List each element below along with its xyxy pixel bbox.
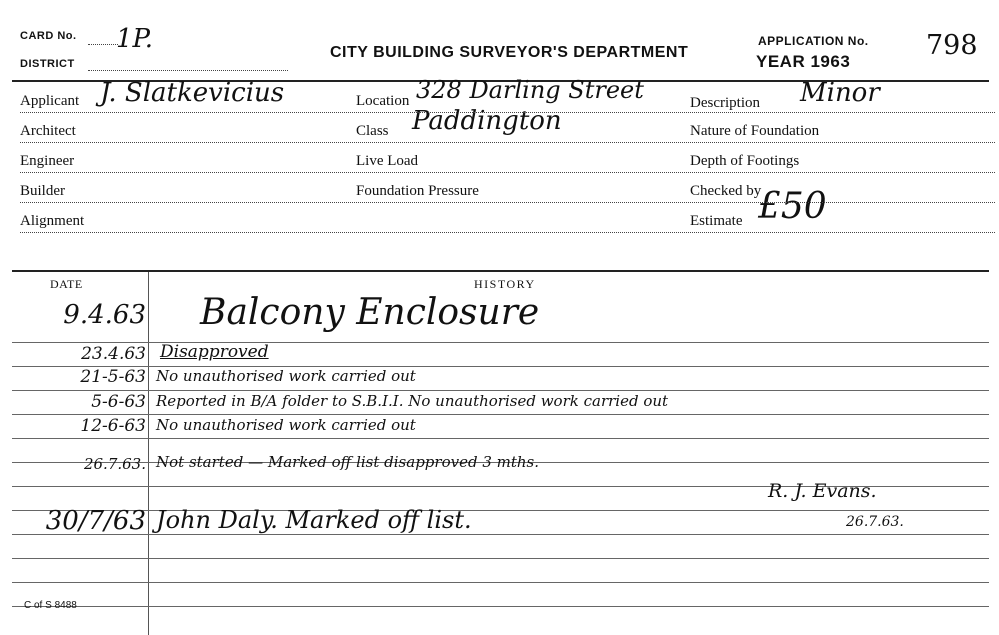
signature-date: 26.7.63.	[846, 514, 904, 530]
application-no-label: APPLICATION No.	[758, 34, 869, 48]
history-date: 21-5-63	[80, 367, 146, 387]
application-no-value: 798	[926, 30, 978, 61]
estimate-label: Estimate	[690, 213, 743, 229]
estimate-value: £50	[758, 186, 827, 227]
applicant-label: Applicant	[20, 93, 80, 109]
history-text: No unauthorised work carried out	[156, 416, 416, 434]
card-no-label: CARD No.	[20, 30, 77, 42]
class-label: Class	[356, 123, 389, 139]
form-code: C of S 8488	[24, 600, 77, 611]
alignment-label: Alignment	[20, 213, 85, 229]
history-date: 26.7.63.	[83, 455, 146, 473]
district-label: DISTRICT	[20, 58, 75, 70]
year-label: YEAR 1963	[756, 52, 851, 71]
foundation-pressure-label: Foundation Pressure	[356, 183, 479, 199]
class-value: Paddington	[412, 106, 562, 136]
history-text: John Daly. Marked off list.	[156, 506, 472, 534]
live-load-label: Live Load	[356, 153, 419, 169]
department-title: CITY BUILDING SURVEYOR'S DEPARTMENT	[330, 44, 689, 61]
builder-label: Builder	[20, 183, 65, 199]
history-date: 30/7/63	[45, 506, 146, 536]
history-date: 9.4.63	[63, 300, 146, 330]
location-label: Location	[356, 93, 410, 109]
history-date: 23.4.63	[81, 344, 146, 364]
signature: R. J. Evans.	[768, 480, 877, 502]
architect-label: Architect	[20, 123, 76, 139]
history-date: 12-6-63	[80, 416, 146, 436]
card-no-value: 1P.	[116, 24, 154, 54]
description-value: Minor	[800, 78, 880, 108]
history-text: Disapproved	[160, 342, 269, 362]
applicant-value: J. Slatkevicius	[100, 78, 285, 108]
history-text: No unauthorised work carried out	[156, 367, 416, 385]
description-label: Description	[690, 95, 760, 111]
history-text: Reported in B/A folder to S.B.I.I. No unauthorised work carried out	[156, 392, 669, 410]
history-text: Balcony Enclosure	[200, 292, 540, 333]
location-value: 328 Darling Street	[416, 76, 644, 104]
engineer-label: Engineer	[20, 153, 75, 169]
nature-of-foundation-label: Nature of Foundation	[690, 123, 820, 139]
history-text: Not started — Marked off list disapproved 3 mths.	[156, 453, 540, 471]
history-date: 5-6-63	[91, 392, 146, 412]
history-header: HISTORY	[474, 277, 536, 291]
date-header: DATE	[50, 277, 83, 291]
checked-by-label: Checked by	[690, 183, 762, 199]
depth-of-footings-label: Depth of Footings	[690, 153, 800, 169]
